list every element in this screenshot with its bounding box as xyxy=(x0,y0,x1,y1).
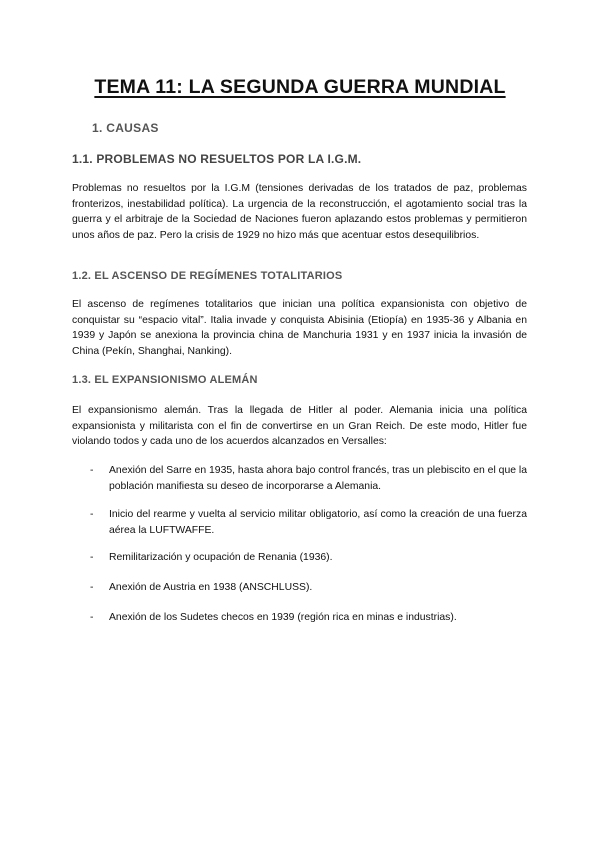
subsection-heading-1-2: 1.2. EL ASCENSO DE REGÍMENES TOTALITARIOS xyxy=(72,270,343,282)
document-title: TEMA 11: LA SEGUNDA GUERRA MUNDIAL xyxy=(94,76,506,98)
paragraph-1-2: El ascenso de regímenes totalitarios que inician una política expansionista con objetivo de conquistar su “espacio vital”. Italia invade y conquista Abisinia (Etiopía) en 1935-36 y Albania en 1939 y Japón se anexiona la provincia china de Manchuria 1931 y en 1937 inicia la invasión de China (Pekín, Shanghai, Nanking). xyxy=(72,299,527,358)
list-item-text: Remilitarización y ocupación de Renania (1936). xyxy=(109,552,333,563)
bullet-marker: - xyxy=(90,465,94,476)
paragraph-1-1: Problemas no resueltos por la I.G.M (tensiones derivadas de los tratados de paz, problemas fronterizos, inestabilidad política). La urgencia de la reconstrucción, el agotamiento social tras la guerra y el arbitraje de la Sociedad de Naciones fueron aplazando estos problemas y permitieron unos años de paz. Pero la crisis de 1929 no hizo más que acentuar estos desequilibrios. xyxy=(72,183,527,242)
bullet-marker: - xyxy=(90,612,94,623)
section-heading-causas: 1. CAUSAS xyxy=(92,121,159,135)
bullet-marker: - xyxy=(90,509,94,520)
subsection-heading-1-1: 1.1. PROBLEMAS NO RESUELTOS POR LA I.G.M. xyxy=(72,152,362,166)
list-item-text: Anexión de Austria en 1938 (ANSCHLUSS). xyxy=(109,582,313,593)
bullet-marker: - xyxy=(90,552,94,563)
bullet-marker: - xyxy=(90,582,94,593)
paragraph-1-3: El expansionismo alemán. Tras la llegada de Hitler al poder. Alemania inicia una política expansionista y militarista con el fin de convertirse en un Gran Reich. De este modo, Hitler fue violando todos y cada uno de los acuerdos alcanzados en Versalles: xyxy=(72,405,527,448)
list-item-text: Inicio del rearme y vuelta al servicio militar obligatorio, así como la creación de una fuerza aérea la LUFTWAFFE. xyxy=(109,509,527,536)
subsection-heading-1-3: 1.3. EL EXPANSIONISMO ALEMÁN xyxy=(72,374,258,386)
list-item-text: Anexión de los Sudetes checos en 1939 (región rica en minas e industrias). xyxy=(109,612,457,623)
list-item-text: Anexión del Sarre en 1935, hasta ahora bajo control francés, tras un plebiscito en el que la población manifiesta su deseo de incorporarse a Alemania. xyxy=(109,465,527,492)
